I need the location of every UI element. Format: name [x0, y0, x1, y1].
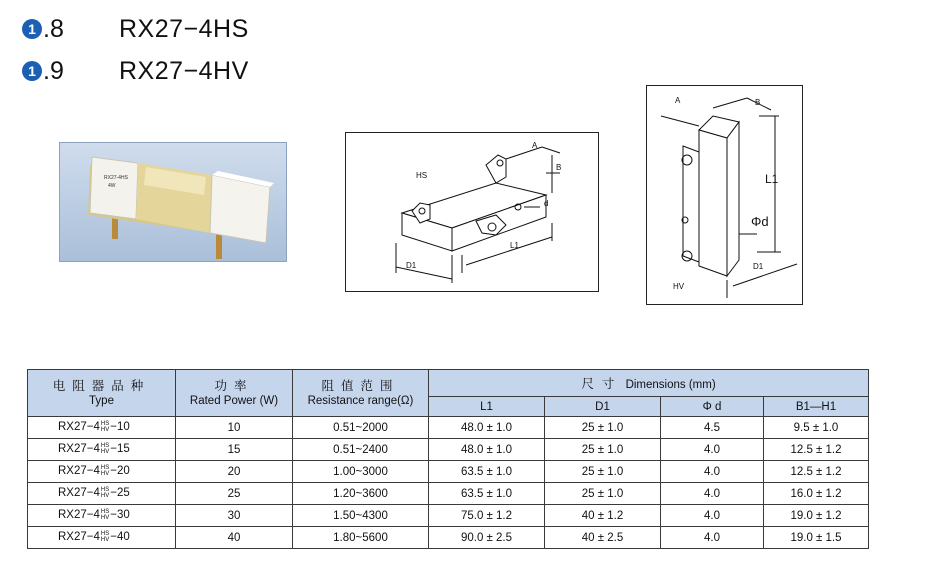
type-variant-hv: HV — [100, 427, 110, 434]
header-b1h1: B1—H1 — [764, 397, 869, 417]
type-variant-stack — [101, 531, 109, 543]
drawing-hv — [646, 85, 803, 305]
table-row — [28, 527, 869, 549]
section-number: .8 — [43, 14, 64, 43]
section-number: .9 — [43, 56, 64, 85]
type-prefix: RX27−4 — [58, 531, 100, 544]
cell-phid: 4.0 — [661, 483, 764, 505]
type-variant-hv: HV — [100, 449, 110, 456]
type-suffix: −10 — [110, 421, 130, 434]
cell-l1: 63.5 ± 1.0 — [429, 461, 545, 483]
cell-range: 0.51~2000 — [293, 417, 429, 439]
cell-l1: 75.0 ± 1.2 — [429, 505, 545, 527]
header-resistance-cn: 阻值范围 — [321, 378, 400, 393]
cell-type — [28, 461, 176, 483]
cell-power: 40 — [176, 527, 293, 549]
type-variant-stack — [101, 465, 109, 477]
section-number-badge: 1 — [22, 61, 42, 81]
cell-type — [28, 483, 176, 505]
cell-range: 0.51~2400 — [293, 439, 429, 461]
resistor-photo-illustration — [60, 143, 287, 262]
header-dimensions-cn: 尺寸 — [581, 377, 623, 391]
cell-phid: 4.0 — [661, 439, 764, 461]
type-prefix: RX27−4 — [58, 487, 100, 500]
section-model: RX27−4HS — [119, 14, 249, 43]
type-suffix: −20 — [110, 465, 130, 478]
ceramic-body-right — [210, 175, 270, 243]
type-prefix: RX27−4 — [58, 443, 100, 456]
cell-type — [28, 527, 176, 549]
type-variant-hs: HS — [100, 531, 110, 538]
header-dimensions — [429, 370, 869, 397]
product-photo — [59, 142, 287, 262]
table-row — [28, 483, 869, 505]
hs-dim-a-label: A — [532, 141, 538, 150]
table-row — [28, 505, 869, 527]
type-variant-hv: HV — [100, 471, 110, 478]
cell-power: 15 — [176, 439, 293, 461]
header-type-en: Type — [89, 394, 114, 407]
header-dimensions-en: Dimensions (mm) — [625, 379, 716, 391]
cell-power: 25 — [176, 483, 293, 505]
section-heading-rx27-4hv — [22, 56, 249, 86]
cell-range: 1.50~4300 — [293, 505, 429, 527]
section-model: RX27−4HV — [119, 56, 249, 85]
cell-b1h1: 9.5 ± 1.0 — [764, 417, 869, 439]
hv-dim-phid-label: Φd — [751, 214, 769, 229]
drawing-hs — [345, 132, 599, 292]
cell-b1h1: 12.5 ± 1.2 — [764, 461, 869, 483]
cell-phid: 4.0 — [661, 505, 764, 527]
table-row — [28, 439, 869, 461]
header-resistance-en: Resistance range(Ω) — [307, 394, 414, 407]
cell-l1: 63.5 ± 1.0 — [429, 483, 545, 505]
type-variant-hv: HV — [100, 537, 110, 544]
cell-phid: 4.0 — [661, 461, 764, 483]
cell-b1h1: 12.5 ± 1.2 — [764, 439, 869, 461]
header-type-cn: 电阻器品种 — [52, 378, 151, 393]
type-variant-stack — [101, 487, 109, 499]
cell-d1: 25 ± 1.0 — [545, 417, 661, 439]
cell-range: 1.00~3000 — [293, 461, 429, 483]
type-suffix: −25 — [110, 487, 130, 500]
cell-d1: 40 ± 2.5 — [545, 527, 661, 549]
cell-l1: 48.0 ± 1.0 — [429, 417, 545, 439]
cell-phid: 4.0 — [661, 527, 764, 549]
cell-d1: 25 ± 1.0 — [545, 483, 661, 505]
type-suffix: −40 — [110, 531, 130, 544]
cell-d1: 25 ± 1.0 — [545, 439, 661, 461]
header-power-cn: 功率 — [214, 378, 254, 393]
hs-dim-d1-label: D1 — [406, 261, 417, 270]
hs-outline-drawing — [346, 133, 598, 291]
cell-power: 10 — [176, 417, 293, 439]
type-variant-stack — [101, 421, 109, 433]
cell-l1: 90.0 ± 2.5 — [429, 527, 545, 549]
type-variant-stack — [101, 443, 109, 455]
header-l1: L1 — [429, 397, 545, 417]
hv-dim-a-label: A — [675, 96, 681, 105]
section-heading-rx27-4hs — [22, 14, 249, 44]
hv-outline-drawing — [647, 86, 802, 304]
table-row — [28, 461, 869, 483]
cell-b1h1: 19.0 ± 1.5 — [764, 527, 869, 549]
type-variant-hv: HV — [100, 493, 110, 500]
section-number-badge: 1 — [22, 19, 42, 39]
cell-range: 1.20~3600 — [293, 483, 429, 505]
cell-b1h1: 16.0 ± 1.2 — [764, 483, 869, 505]
header-phid: Φ d — [661, 397, 764, 417]
photo-label-line2: 4W — [108, 183, 116, 189]
header-type — [28, 370, 176, 417]
type-prefix: RX27−4 — [58, 421, 100, 434]
cell-power: 30 — [176, 505, 293, 527]
hv-type-label: HV — [673, 282, 685, 291]
header-power — [176, 370, 293, 417]
table-row — [28, 417, 869, 439]
cell-type — [28, 439, 176, 461]
hv-dim-b-label: B — [755, 98, 761, 107]
type-variant-hs: HS — [100, 509, 110, 516]
cell-d1: 40 ± 1.2 — [545, 505, 661, 527]
cell-b1h1: 19.0 ± 1.2 — [764, 505, 869, 527]
cell-phid: 4.5 — [661, 417, 764, 439]
hs-dim-b-label: B — [556, 163, 562, 172]
type-variant-stack — [101, 509, 109, 521]
cell-power: 20 — [176, 461, 293, 483]
type-variant-hs: HS — [100, 465, 110, 472]
cell-type — [28, 417, 176, 439]
photo-label-line1: RX27-4HS — [104, 175, 128, 181]
hs-dim-l1-label: L1 — [510, 241, 519, 250]
hs-dim-d-label: d — [544, 199, 549, 208]
header-resistance — [293, 370, 429, 417]
cell-range: 1.80~5600 — [293, 527, 429, 549]
type-prefix: RX27−4 — [58, 509, 100, 522]
type-variant-hs: HS — [100, 421, 110, 428]
spec-table — [27, 369, 869, 549]
cell-d1: 25 ± 1.0 — [545, 461, 661, 483]
type-prefix: RX27−4 — [58, 465, 100, 478]
type-suffix: −30 — [110, 509, 130, 522]
type-suffix: −15 — [110, 443, 130, 456]
type-variant-hs: HS — [100, 487, 110, 494]
type-variant-hv: HV — [100, 515, 110, 522]
header-d1: D1 — [545, 397, 661, 417]
hv-dim-l1-label: L1 — [765, 172, 779, 186]
spec-table-body — [28, 417, 869, 549]
header-power-en: Rated Power (W) — [189, 394, 279, 407]
type-variant-hs: HS — [100, 443, 110, 450]
cell-l1: 48.0 ± 1.0 — [429, 439, 545, 461]
hs-type-label: HS — [416, 171, 428, 180]
cell-type — [28, 505, 176, 527]
hv-dim-d1-label: D1 — [753, 262, 764, 271]
